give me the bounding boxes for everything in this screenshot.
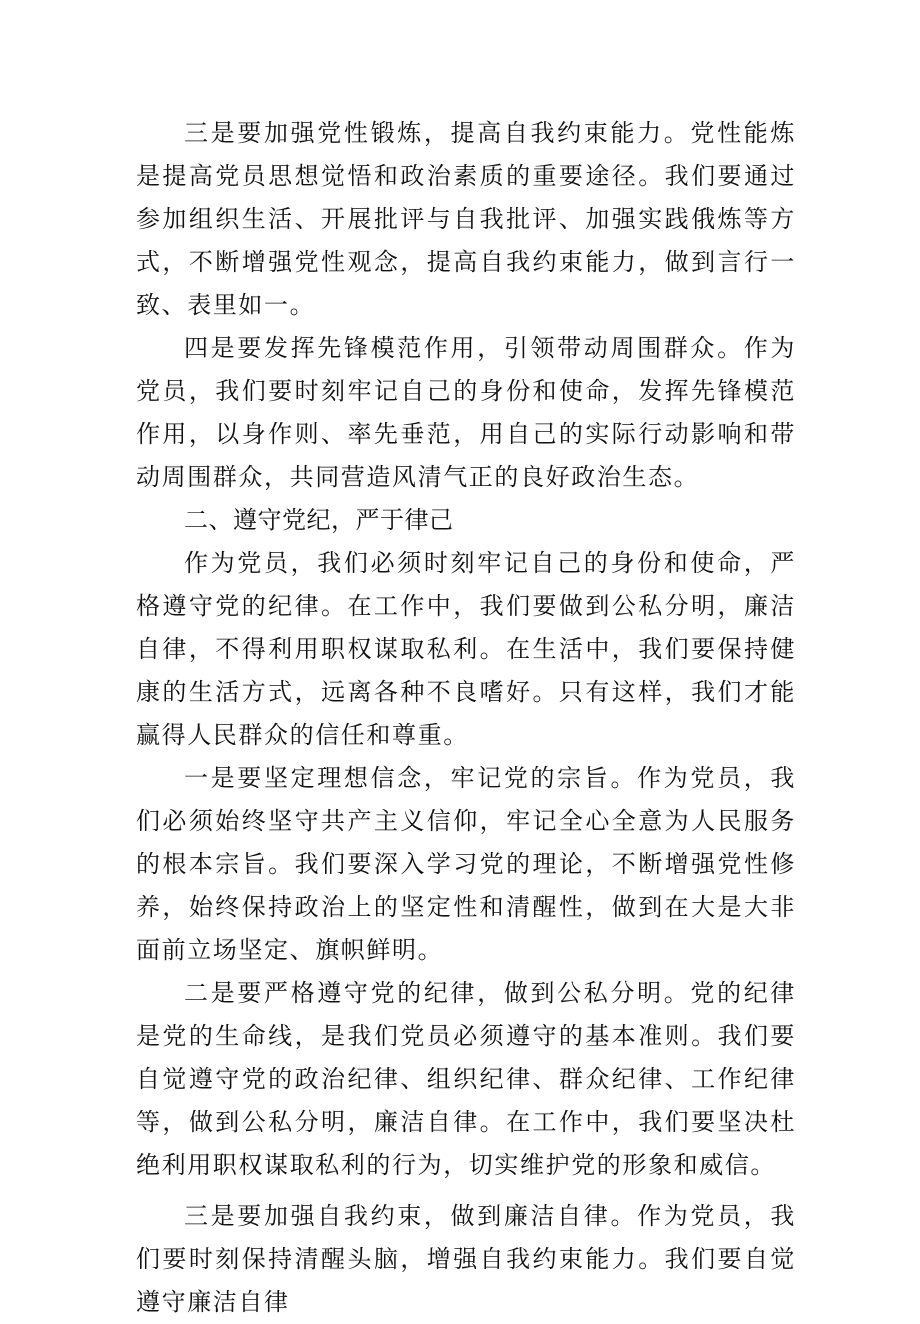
- paragraph-self-restraint: 三是要加强自我约束，做到廉洁自律。作为党员，我们要时刻保持清醒头脑，增强自我约束能力。我们要自觉遵守廉洁自律: [136, 1202, 796, 1316]
- paragraph-ideals-beliefs: 一是要坚定理想信念，牢记党的宗旨。作为党员，我们必须始终坚守共产主义信仰，牢记全心全意为人民服务的根本宗旨。我们要深入学习党的理论，不断增强党性修养，始终保持政治上的坚定性和清醒性，做到在大是大非面前立场坚定、旗帜鲜明。: [136, 764, 796, 964]
- section-heading-discipline: 二、遵守党纪，严于律己: [184, 506, 454, 534]
- paragraph-strict-discipline: 二是要严格遵守党的纪律，做到公私分明。党的纪律是党的生命线，是我们党员必须遵守的基本准则。我们要自觉遵守党的政治纪律、组织纪律、群众纪律、工作纪律等，做到公私分明，廉洁自律。在工作中，我们要坚决杜绝利用职权谋取私利的行为，切实维护党的形象和威信。: [136, 979, 796, 1179]
- paragraph-discipline-intro: 作为党员，我们必须时刻牢记自己的身份和使命，严格遵守党的纪律。在工作中，我们要做到公私分明，廉洁自律，不得利用职权谋取私利。在生活中，我们要保持健康的生活方式，远离各种不良嗜好。只有这样，我们才能赢得人民群众的信任和尊重。: [136, 549, 796, 749]
- document-body: [136, 112, 796, 1324]
- paragraph-party-spirit-training: 三是要加强党性锻炼，提高自我约束能力。党性能炼是提高党员思想觉悟和政治素质的重要途径。我们要通过参加组织生活、开展批评与自我批评、加强实践俄炼等方式，不断增强党性观念，提高自我约束能力，做到言行一致、表里如一。: [136, 119, 796, 319]
- paragraph-vanguard-role: 四是要发挥先锋模范作用，引领带动周围群众。作为党员，我们要时刻牢记自己的身份和使命，发挥先锋模范作用，以身作则、率先垂范，用自己的实际行动影响和带动周围群众，共同营造风清气正的良好政治生态。: [136, 334, 796, 491]
- paragraph-gap: [136, 1187, 796, 1195]
